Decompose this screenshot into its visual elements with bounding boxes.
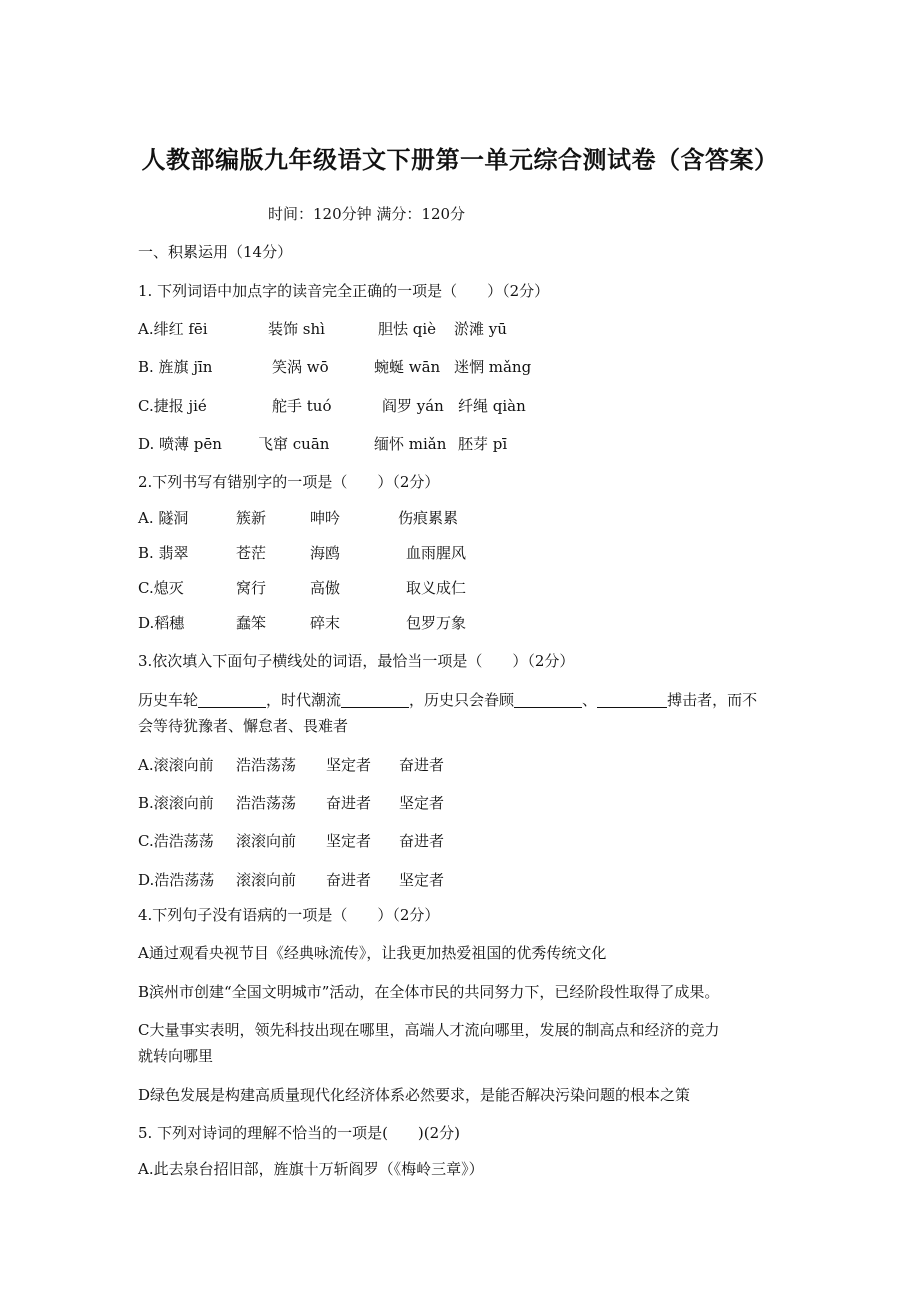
- q5-option-a: A.此去泉台招旧部，旌旗十万斩阎罗（《梅岭三章》）: [138, 1160, 484, 1178]
- q4-option-c: C大量事实表明，领先科技出现在哪里，高端人才流向哪里，发展的制高点和经济的竞力: [138, 1021, 720, 1039]
- option-item: 苍茫: [236, 544, 267, 562]
- option-item: 伤痕累累: [398, 509, 459, 527]
- q3-option-c: [138, 831, 738, 851]
- option-item: 浩浩荡荡: [236, 794, 297, 812]
- option-item: 奋进者: [399, 756, 445, 774]
- exam-info: 时间：120分钟 满分：120分: [268, 205, 466, 223]
- option-item: 取义成仁: [406, 579, 467, 597]
- q1-option-b: [138, 357, 738, 377]
- option-item: 纤绳 qiàn: [458, 397, 526, 415]
- option-item: 淤滩 yū: [454, 320, 507, 338]
- option-item: 缅怀 miǎn: [374, 435, 447, 453]
- q4-option-b: B滨州市创建“全国文明城市”活动，在全体市民的共同努力下，已经阶段性取得了成果。: [138, 983, 720, 1001]
- option-item: 包罗万象: [406, 614, 467, 632]
- option-item: A. 隧洞: [138, 509, 189, 527]
- q1-option-a: [138, 319, 738, 339]
- option-item: D.稻穗: [138, 614, 185, 632]
- section-heading: 一、积累运用（14分）: [138, 243, 293, 261]
- question-1-stem: 1. 下列词语中加点字的读音完全正确的一项是（ ）（2分）: [138, 282, 550, 300]
- option-item: 坚定者: [399, 794, 445, 812]
- question-4-stem: 4.下列句子没有语病的一项是（ ）（2分）: [138, 906, 440, 924]
- sentence-part: 搏击者，而不: [667, 691, 758, 709]
- sentence-part: 历史车轮: [138, 691, 199, 709]
- option-item: 奋进者: [326, 794, 372, 812]
- q3-option-d: [138, 870, 738, 890]
- option-item: 笑涡 wō: [272, 358, 329, 376]
- sentence-part: 、: [582, 691, 598, 709]
- q4-option-a: A通过观看央视节目《经典咏流传》，让我更加热爱祖国的优秀传统文化: [138, 944, 607, 962]
- option-item: 阎罗 yán: [382, 397, 444, 415]
- option-item: 碎末: [310, 614, 341, 632]
- fill-blank: [597, 691, 667, 708]
- option-item: B. 旌旗 jīn: [138, 358, 213, 376]
- option-item: 坚定者: [326, 832, 372, 850]
- question-5-stem: 5. 下列对诗词的理解不恰当的一项是( )(2分): [138, 1124, 461, 1142]
- option-item: 胚芽 pī: [458, 435, 508, 453]
- sentence-part: ，时代潮流: [266, 691, 342, 709]
- option-item: 蠢笨: [236, 614, 267, 632]
- q2-option-d: [138, 613, 738, 633]
- option-item: 胆怯 qiè: [378, 320, 437, 338]
- option-item: 飞窜 cuān: [258, 435, 330, 453]
- fill-blank: [341, 691, 409, 708]
- option-item: 装饰 shì: [268, 320, 325, 338]
- q3-option-a: [138, 755, 738, 775]
- question-2-stem: 2.下列书写有错别字的一项是（ ）（2分）: [138, 473, 440, 491]
- q3-sentence-continued: 会等待犹豫者、懈怠者、畏难者: [138, 717, 349, 735]
- q2-option-a: [138, 508, 738, 528]
- fill-blank: [198, 691, 266, 708]
- option-item: A.绯红 fēi: [138, 320, 208, 338]
- option-item: B. 翡翠: [138, 544, 189, 562]
- option-item: A.滚滚向前: [138, 756, 214, 774]
- question-3-stem: 3.依次填入下面句子横线处的词语，最恰当一项是（ ）（2分）: [138, 652, 575, 670]
- option-item: C.熄灭: [138, 579, 184, 597]
- option-item: D.浩浩荡荡: [138, 871, 215, 889]
- option-item: 迷惘 mǎng: [454, 358, 532, 376]
- option-item: 滚滚向前: [236, 832, 297, 850]
- option-item: B.滚滚向前: [138, 794, 214, 812]
- q3-sentence: [138, 690, 757, 710]
- option-item: 坚定者: [399, 871, 445, 889]
- sentence-part: ，历史只会眷顾: [409, 691, 515, 709]
- option-item: 舵手 tuó: [272, 397, 332, 415]
- option-item: C.浩浩荡荡: [138, 832, 214, 850]
- option-item: 浩浩荡荡: [236, 756, 297, 774]
- option-item: 蜿蜒 wān: [374, 358, 441, 376]
- option-item: 簇新: [236, 509, 267, 527]
- q4-option-c-continued: 就转向哪里: [138, 1047, 214, 1065]
- q1-option-d: [138, 434, 738, 454]
- option-item: 海鸥: [310, 544, 341, 562]
- option-item: 滚滚向前: [236, 871, 297, 889]
- page-title: 人教部编版九年级语文下册第一单元综合测试卷（含答案）: [141, 146, 779, 174]
- option-item: 高傲: [310, 579, 341, 597]
- q2-option-b: [138, 543, 738, 563]
- option-item: 血雨腥风: [406, 544, 467, 562]
- option-item: 窝行: [236, 579, 267, 597]
- q3-option-b: [138, 793, 738, 813]
- option-item: 呻吟: [310, 509, 341, 527]
- fill-blank: [514, 691, 582, 708]
- option-item: 坚定者: [326, 756, 372, 774]
- q4-option-d: D绿色发展是构建高质量现代化经济体系必然要求，是能否解决污染问题的根本之策: [138, 1086, 691, 1104]
- option-item: C.捷报 jié: [138, 397, 207, 415]
- option-item: D. 喷薄 pēn: [138, 435, 222, 453]
- option-item: 奋进者: [399, 832, 445, 850]
- q2-option-c: [138, 578, 738, 598]
- option-item: 奋进者: [326, 871, 372, 889]
- q1-option-c: [138, 396, 738, 416]
